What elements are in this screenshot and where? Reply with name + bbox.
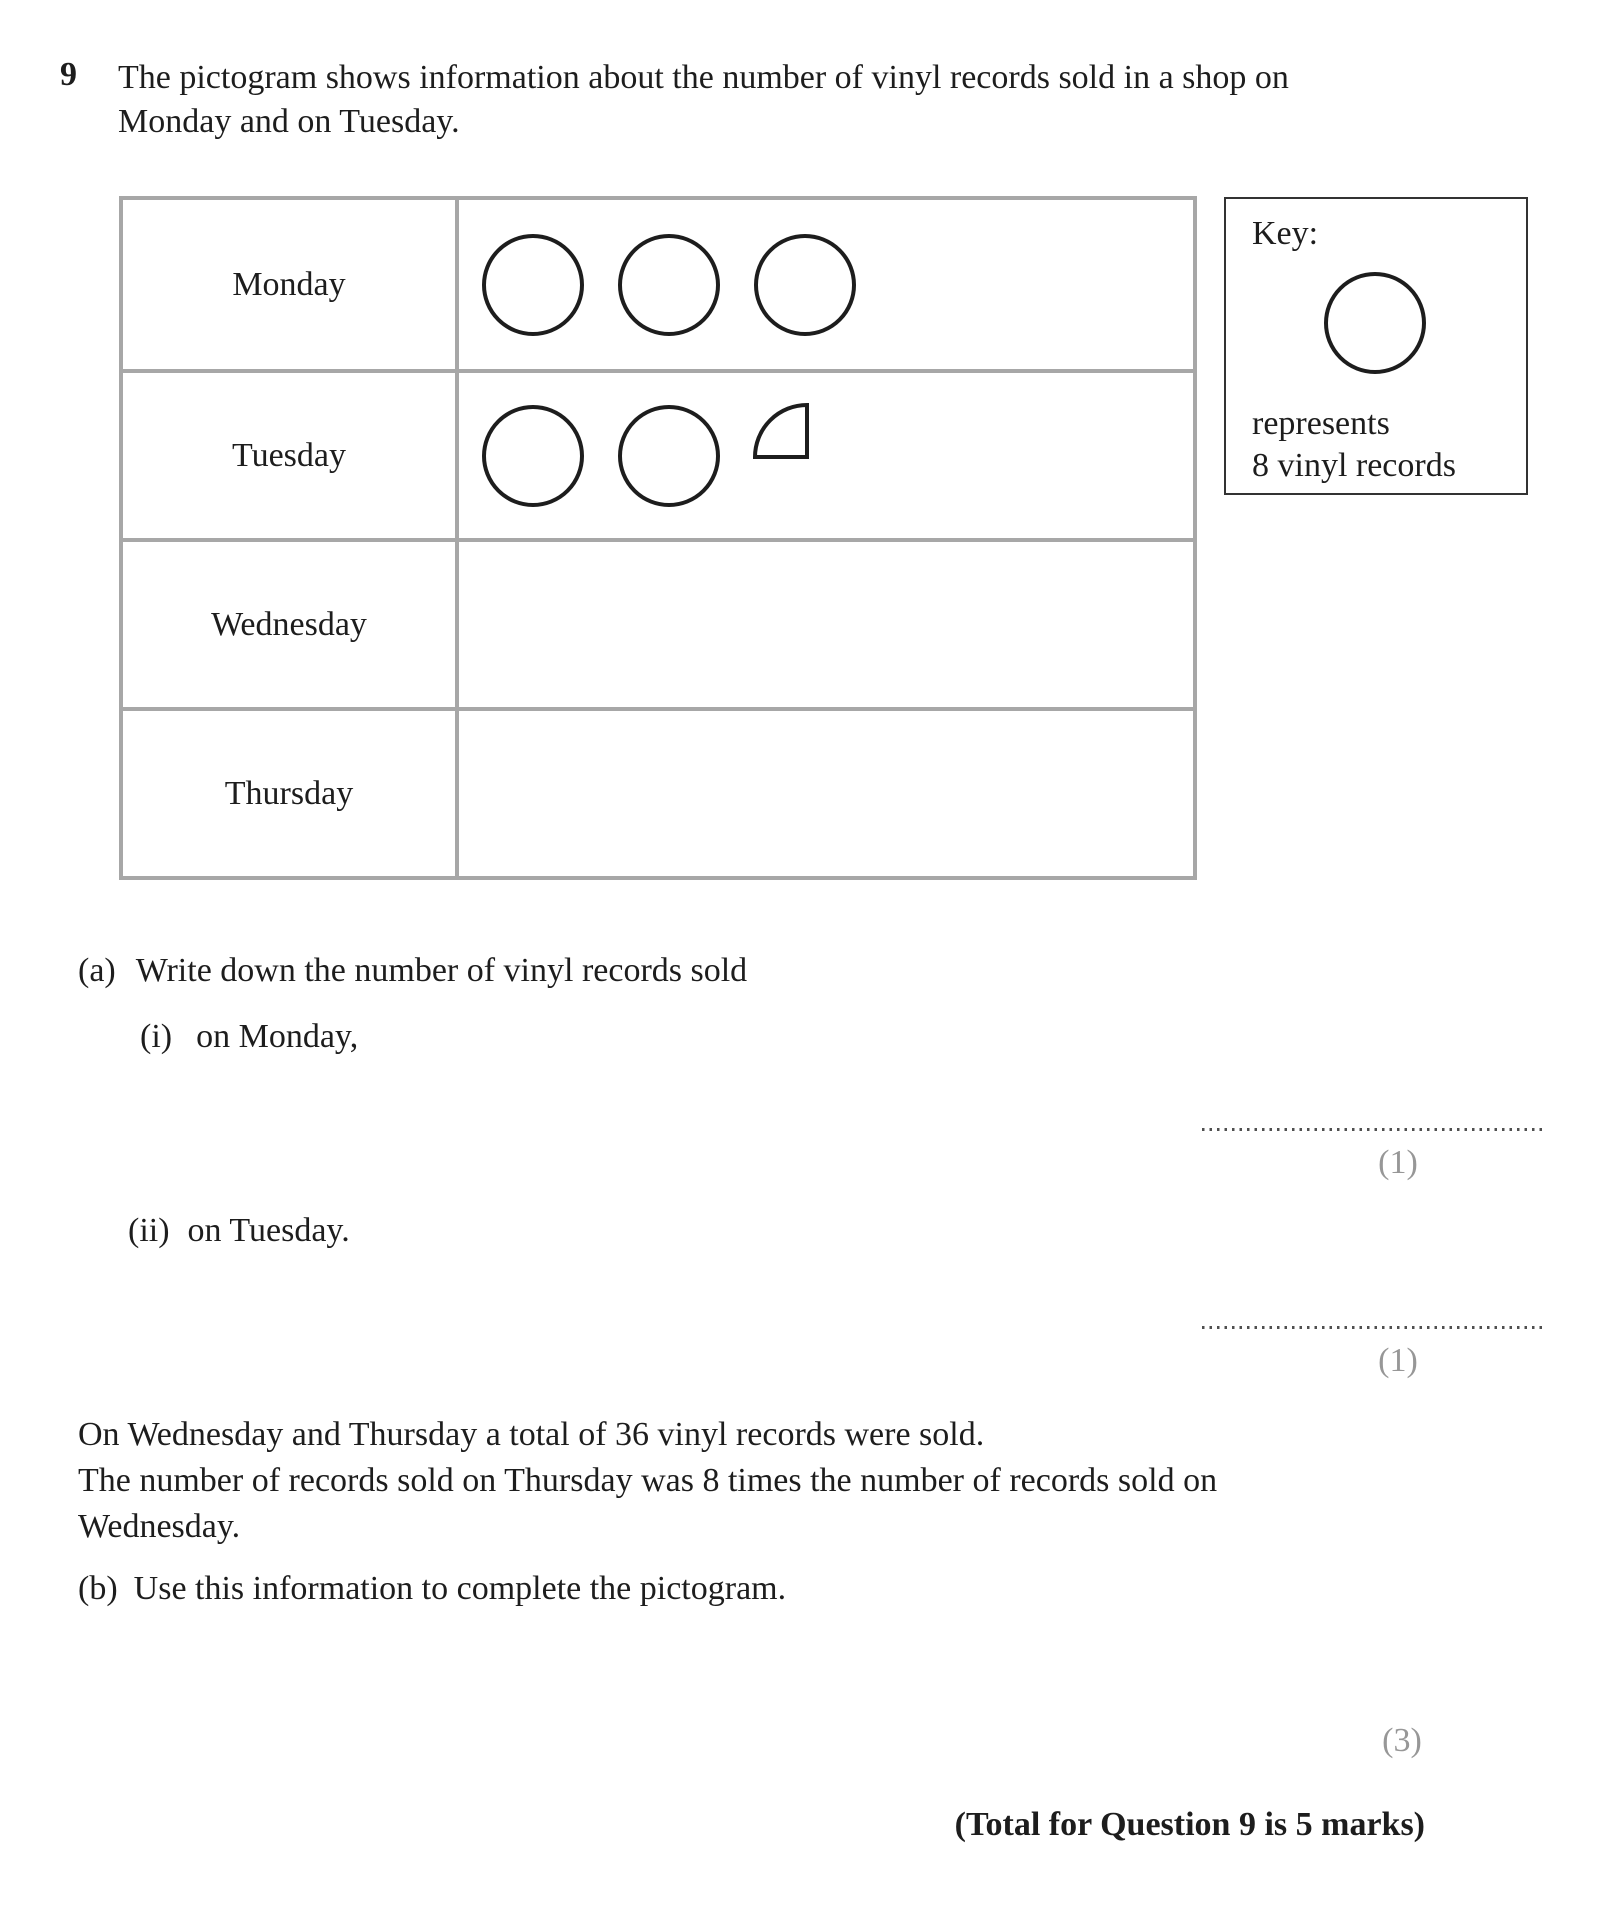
pictogram-row-thursday — [123, 707, 1193, 876]
part-a-i-text: on Monday, — [196, 1018, 359, 1055]
part-b-label: (b) — [78, 1570, 118, 1607]
record-circle-icon — [481, 404, 585, 508]
part-b — [78, 1570, 786, 1608]
record-quarter-circle-icon — [753, 403, 809, 459]
day-label-thursday: Thursday — [123, 711, 459, 876]
pictogram-row-wednesday — [123, 538, 1193, 707]
marks-a-ii: (1) — [1378, 1342, 1418, 1379]
intro-line-2: Monday and on Tuesday. — [118, 103, 460, 140]
part-a-label: (a) — [78, 952, 116, 989]
day-label-tuesday: Tuesday — [123, 373, 459, 538]
part-a-i — [140, 1018, 358, 1056]
key-caption-line-2: 8 vinyl records — [1252, 447, 1456, 484]
record-circle-icon — [617, 404, 721, 508]
pictogram-table — [119, 196, 1197, 880]
answer-line-monday[interactable] — [1202, 1128, 1542, 1131]
question-intro — [118, 56, 1289, 144]
key-caption-line-1: represents — [1252, 405, 1390, 442]
pictogram-cell-thursday[interactable] — [459, 711, 1193, 876]
intro-line-1: The pictogram shows information about the number of vinyl records sold in a shop on — [118, 59, 1289, 96]
question-number: 9 — [60, 56, 77, 93]
pictogram-row-tuesday — [123, 369, 1193, 538]
key-caption — [1252, 403, 1456, 487]
key-title: Key: — [1252, 215, 1319, 252]
info-line-1: On Wednesday and Thursday a total of 36 vinyl records were sold. — [78, 1416, 985, 1453]
pictogram-cell-tuesday — [459, 373, 1193, 538]
record-circle-icon — [617, 233, 721, 337]
record-circle-icon — [481, 233, 585, 337]
key-record-circle-icon — [1323, 271, 1427, 375]
part-b-text: Use this information to complete the pictogram. — [133, 1570, 787, 1607]
day-label-wednesday: Wednesday — [123, 542, 459, 707]
question-total: (Total for Question 9 is 5 marks) — [954, 1806, 1425, 1843]
part-a-ii-label: (ii) — [128, 1212, 170, 1249]
part-a-i-label: (i) — [140, 1018, 173, 1055]
info-line-2: The number of records sold on Thursday was 8 times the number of records sold on — [78, 1462, 1218, 1499]
record-circle-icon — [753, 233, 857, 337]
part-a-ii-text: on Tuesday. — [187, 1212, 350, 1249]
pictogram-key — [1224, 197, 1528, 495]
pictogram-cell-monday — [459, 200, 1193, 369]
part-a-ii — [128, 1212, 350, 1250]
info-line-3: Wednesday. — [78, 1508, 241, 1545]
pictogram-row-monday — [123, 200, 1193, 369]
answer-line-tuesday[interactable] — [1202, 1326, 1542, 1329]
part-a — [78, 952, 747, 990]
day-label-monday: Monday — [123, 200, 459, 369]
info-paragraph — [78, 1412, 1217, 1550]
marks-a-i: (1) — [1378, 1144, 1418, 1181]
pictogram-cell-wednesday[interactable] — [459, 542, 1193, 707]
part-a-text: Write down the number of vinyl records sold — [135, 952, 748, 989]
marks-b: (3) — [1382, 1722, 1422, 1759]
